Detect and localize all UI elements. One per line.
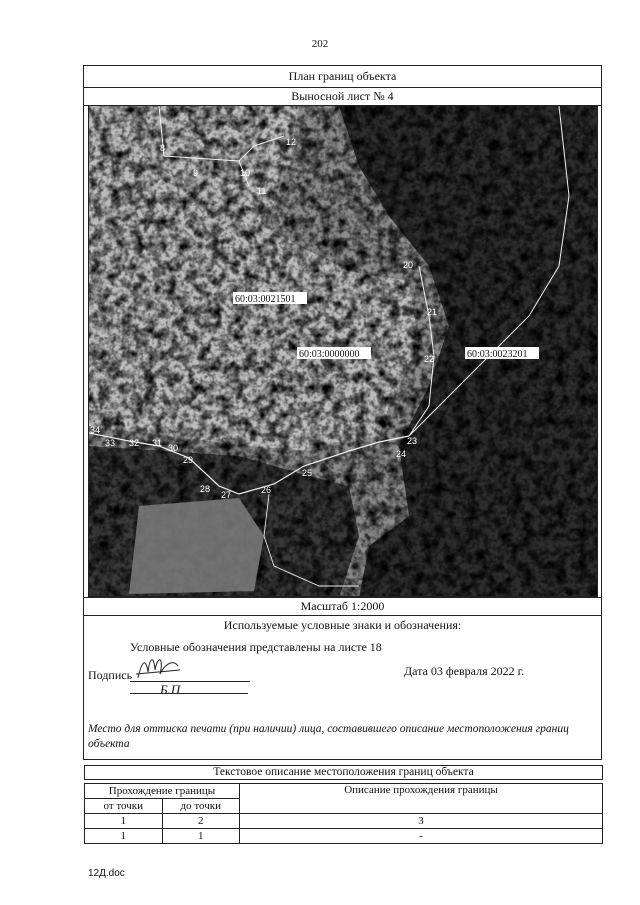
table-row <box>85 814 603 829</box>
point-label: 12 <box>286 137 297 147</box>
point-label: 9 <box>193 168 199 178</box>
cell-desc: 3 <box>240 814 603 829</box>
col-to-header: до точки <box>162 799 240 814</box>
cell-to: 2 <box>162 814 240 829</box>
footer-filename: 12Д.doc <box>88 868 125 879</box>
point-label: 31 <box>152 438 163 448</box>
point-label: 22 <box>424 354 435 364</box>
initials-line <box>130 693 248 694</box>
aerial-map <box>88 105 598 597</box>
point-label: 29 <box>183 455 194 465</box>
point-label: 25 <box>302 468 313 478</box>
signature-label: Подпись <box>88 668 133 682</box>
table-title: Текстовое описание местоположения границ объекта <box>84 765 603 780</box>
point-label: 20 <box>403 260 414 270</box>
cell-from: 1 <box>85 829 163 844</box>
legend-title: Используемые условные знаки и обозначения: <box>223 618 462 632</box>
point-label: 28 <box>200 484 211 494</box>
point-label: 32 <box>129 438 140 448</box>
point-label: 33 <box>105 438 116 448</box>
signature-line <box>130 681 250 682</box>
point-label: 34 <box>90 425 101 435</box>
table-row <box>85 829 603 844</box>
point-label: 23 <box>407 436 418 446</box>
boundary-table <box>84 783 603 844</box>
cadastral-label-1: 60:03:0021501 <box>235 294 296 305</box>
sheet-title: Выносной лист № 4 <box>84 87 601 106</box>
table-group-header: Прохождение границы <box>85 784 240 799</box>
legend-text: Условные обозначения представлены на листе 18 <box>130 640 382 654</box>
aerial-map-image <box>89 106 598 597</box>
cadastral-label-2: 60:03:0000000 <box>299 349 360 360</box>
point-label: 10 <box>240 168 251 178</box>
plan-title: План границ объекта <box>84 66 601 88</box>
cadastral-label-3: 60:03:0023201 <box>467 349 528 360</box>
point-label: 24 <box>396 449 407 459</box>
document-date: Дата 03 февраля 2022 г. <box>404 664 525 678</box>
point-label: 21 <box>427 307 438 317</box>
point-label: 30 <box>168 443 179 453</box>
stamp-placeholder: Место для оттиска печати (при наличии) лица, составившего описание местоположения границ объекта <box>88 723 569 750</box>
cell-to: 1 <box>162 829 240 844</box>
cell-desc: - <box>240 829 603 844</box>
point-label: 26 <box>261 485 272 495</box>
page-number: 202 <box>311 38 329 50</box>
col-from-header: от точки <box>85 799 163 814</box>
table-desc-header: Описание прохождения границы <box>240 784 603 814</box>
signature-scribble <box>134 652 184 682</box>
signature-initials: Б.П <box>160 682 181 697</box>
map-scale: Масштаб 1:2000 <box>84 597 601 616</box>
point-label: 8 <box>160 143 166 153</box>
cell-from: 1 <box>85 814 163 829</box>
point-label: 27 <box>221 490 232 500</box>
point-label: 11 <box>257 186 267 196</box>
